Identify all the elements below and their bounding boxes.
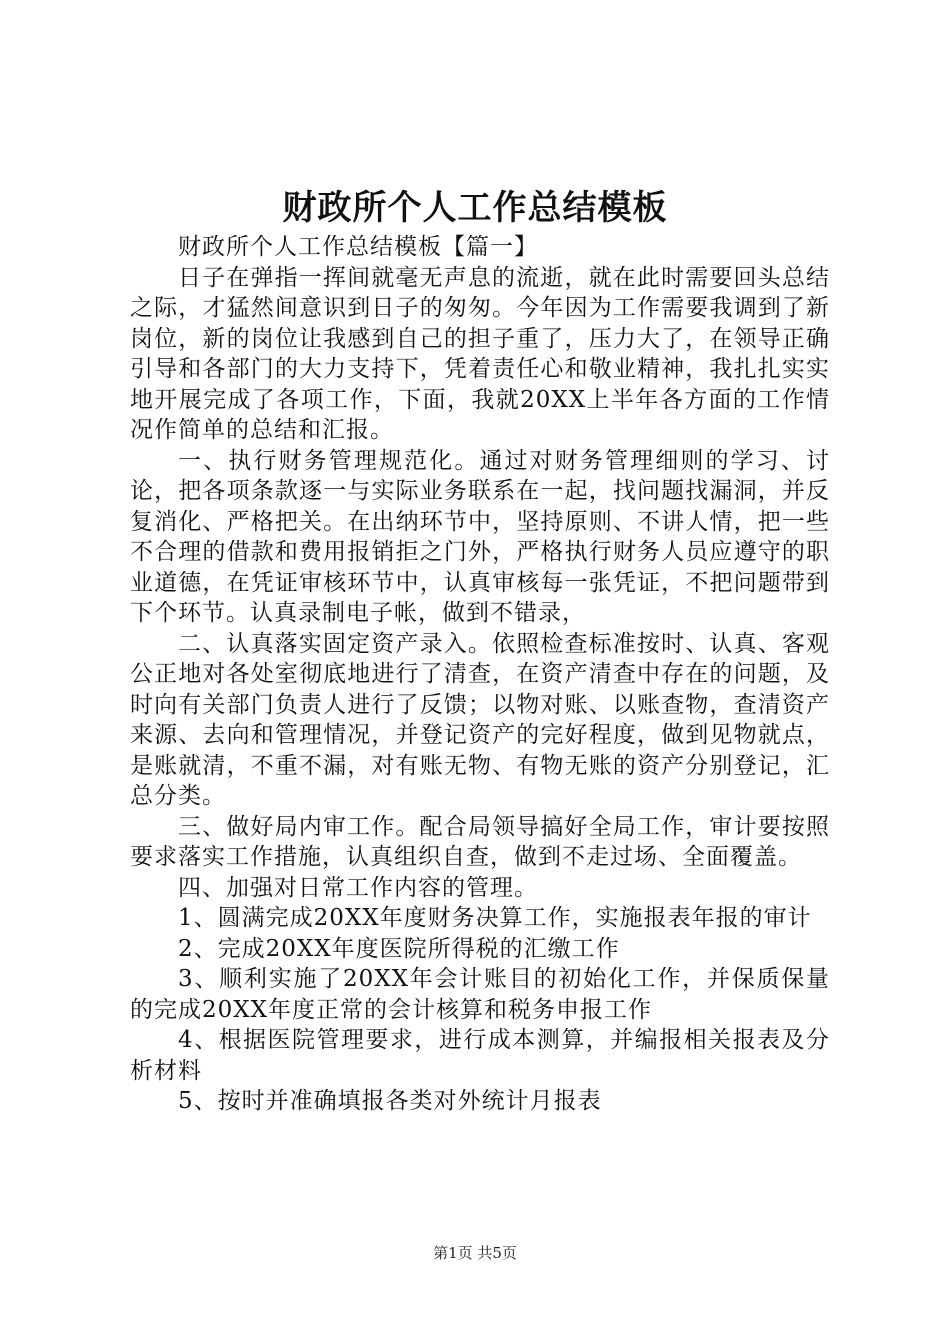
document-body [130,232,830,1117]
paragraph-fixed-assets: 二、认真落实固定资产录入。依照检查标准按时、认真、客观公正地对各处室彻底地进行了清查，在资产清查中存在的问题，及时向有关部门负责人进行了反馈；以物对账、以账查物，查清资产来源、去向和管理情况，并登记资产的完好程度，做到见物就点，是账就清，不重不漏，对有账无物、有物无账的资产分别登记，汇总分类。 [130,630,830,809]
list-item: 1、圆满完成20XX年度财务决算工作，实施报表年报的审计 [178,905,812,931]
intro-paragraph: 日子在弹指一挥间就毫无声息的流逝，就在此时需要回头总结之际，才猛然间意识到日子的匆匆。今年因为工作需要我调到了新岗位，新的岗位让我感到自己的担子重了，压力大了，在领导正确引导和各部门的大力支持下，凭着责任心和敬业精神，我扎扎实实地开展完成了各项工作，下面，我就20XX上半年各方面的工作情况作简单的总结和汇报。 [130,264,830,443]
document-title: 财政所个人工作总结模板 [282,188,668,228]
list-item: 5、按时并准确填报各类对外统计月报表 [178,1088,602,1114]
paragraph-internal-audit: 三、做好局内审工作。配合局领导搞好全局工作，审计要按照要求落实工作措施，认真组织自查，做到不走过场、全面覆盖。 [130,813,830,870]
list-item: 2、完成20XX年度医院所得税的汇缴工作 [178,935,620,962]
page-footer: 第1页 共5页 [433,1244,517,1262]
section-heading: 财政所个人工作总结模板【篇一】 [178,234,538,260]
paragraph-daily-work: 四、加强对日常工作内容的管理。 [178,874,538,901]
paragraph-finance-management: 一、执行财务管理规范化。通过对财务管理细则的学习、讨论，把各项条款逐一与实际业务联系在一起，找问题找漏洞，并反复消化、严格把关。在出纳环节中，坚持原则、不讲人情，把一些不合理的借款和费用报销拒之门外，严格执行财务人员应遵守的职业道德，在凭证审核环节中，认真审核每一张凭证，不把问题带到下个环节。认真录制电子帐，做到不错录， [130,447,830,626]
list-item: 4、根据医院管理要求，进行成本测算，并编报相关报表及分析材料 [130,1027,830,1084]
list-item: 3、顺利实施了20XX年会计账目的初始化工作，并保质保量的完成20XX年度正常的会计核算和税务申报工作 [130,966,830,1023]
